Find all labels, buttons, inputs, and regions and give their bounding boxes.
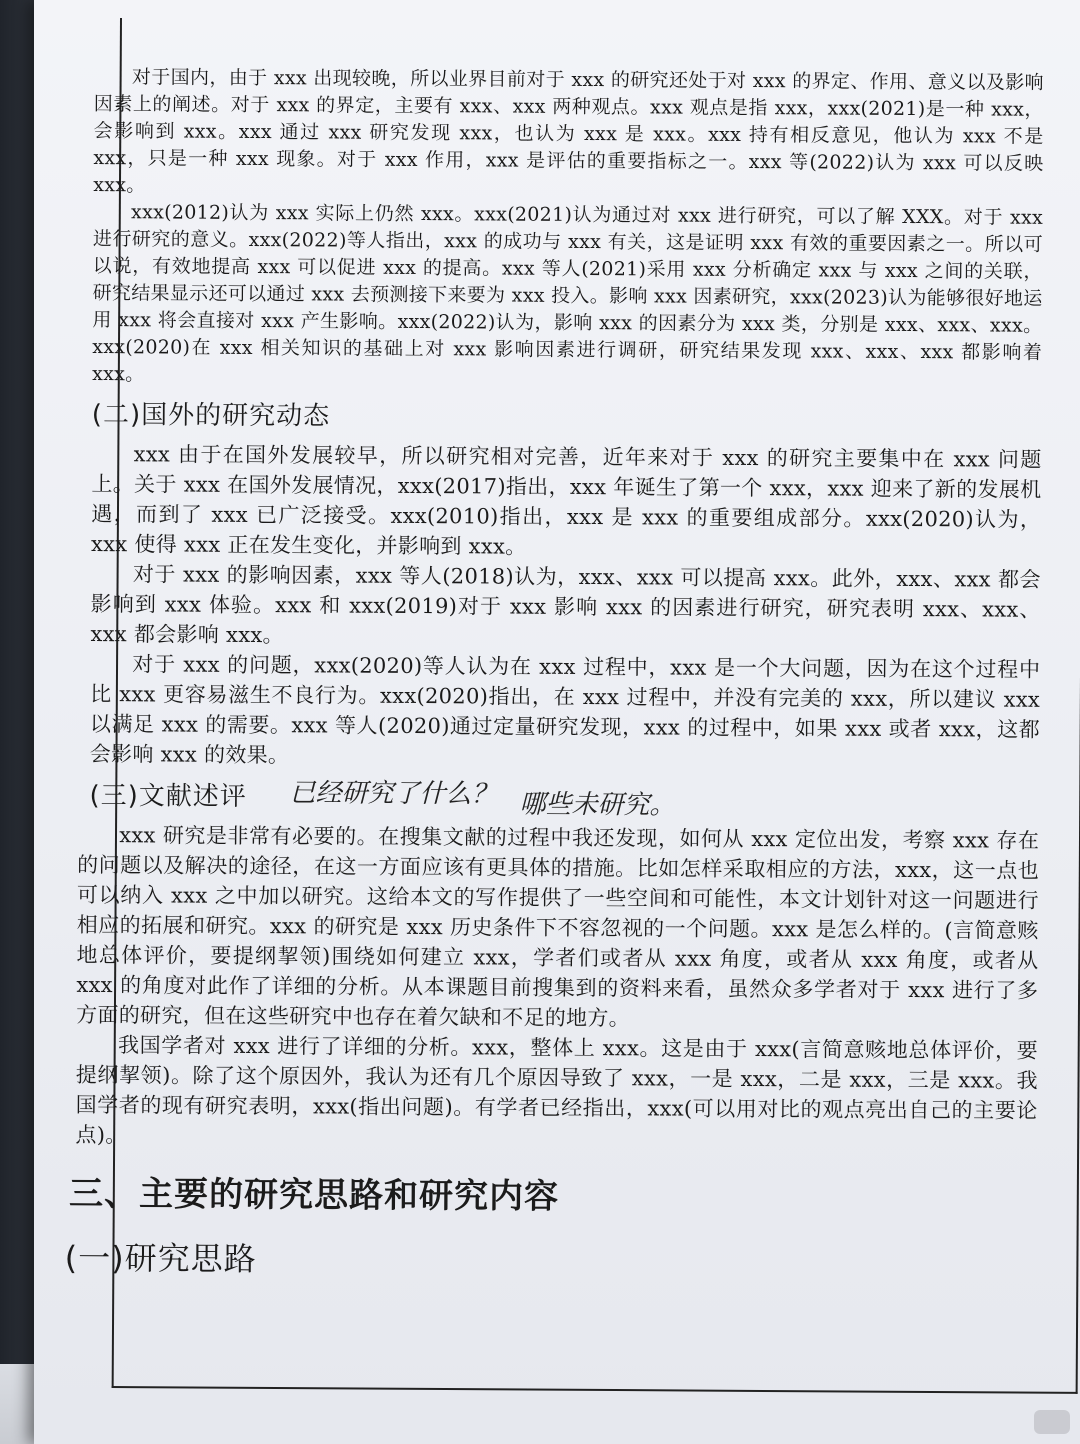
section-domestic: [92, 64, 1044, 394]
paragraph: 对于 xxx 的影响因素，xxx 等人(2018)认为，xxx、xxx 可以提高 xxx。此外，xxx、xxx 都会影响到 xxx 体验。xxx 和 xxx(2019)对于 xxx 影响 xxx 的因素进行研究，研究表明 xxx、xxx、xxx 都会影响 xxx。: [90, 562, 1041, 648]
paragraph: 我国学者对 xxx 进行了详细的分析。xxx，整体上 xxx。这是由于 xxx(言简意赅地总体评价，要提纲挈领)。除了这个原因外，我认为还有几个原因导致了 xxx，一是 xxx，二是 xxx，三是 xxx。我国学者的现有研究表明，xxx(指出问题)。有学者已经指出，xxx(可以用对比的观点亮出自己的主要论点)。: [75, 1033, 1039, 1148]
paragraph: xxx 由于在国外发展较早，所以研究相对完善，近年来对于 xxx 的研究主要集中在 xxx 问题上。关于 xxx 在国外发展情况，xxx(2017)指出，xxx 年诞生了第一个 xxx，xxx 迎来了新的发展机遇，而到了 xxx 已广泛接受。xxx(2010)指出，xxx 是 xxx 的重要组成部分。xxx(2020)认为，xxx 使得 xxx 正在发生变化，并影响到 xxx。: [90, 442, 1042, 559]
paragraph: xxx 研究是非常有必要的。在搜集文献的过程中我还发现，如何从 xxx 定位出发，考察 xxx 存在的问题以及解决的途径，在这一方面应该有更具体的措施。比如怎样采取相应的方法，xxx，这一点也可以纳入 xxx 之中加以研究。这给本文的写作提供了一些空间和可能性，本文计划针对这一问题进行相应的拓展和研究。xxx 的研究是 xxx 历史条件下不容忽视的一个问题。xxx 是怎么样的。(言简意赅地总体评价，要提纲挈领)围绕如何建立 xxx，学者们或者从 xxx 角度，或者从 xxx 角度，或者从 xxx 的角度对此作了详细的分析。从本课题目前搜集到的资料来看，虽然众多学者对于 xxx 进行了多方面的研究，但在这些研究中也存在着欠缺和不足的地方。: [76, 823, 1040, 1031]
paragraph: 对于国内，由于 xxx 出现较晚，所以业界目前对于 xxx 的研究还处于对 xxx 的界定、作用、意义以及影响因素上的阐述。对于 xxx 的界定，主要有 xxx、xxx 两种观点。xxx 观点是指 xxx，xxx(2021)是一种 xxx，会影响到 xxx。xxx 通过 xxx 研究发现 xxx，也认为 xxx 是 xxx。xxx 持有相反意见，他认为 xxx 不是 xxx，只是一种 xxx 现象。对于 xxx 作用，xxx 是评估的重要指标之一。xxx 等(2022)认为 xxx 可以反映 xxx。: [93, 66, 1044, 197]
watermark-badge: [1034, 1410, 1070, 1434]
section-foreign: [90, 439, 1042, 775]
heading-research-ideas-content: 三、主要的研究思路和研究内容: [68, 1173, 560, 1217]
heading-literature-review: (三)文献述评: [89, 780, 247, 812]
document-body: [64, 64, 1044, 1370]
handwritten-note: 哪些未研究。: [519, 789, 676, 821]
paragraph: 对于 xxx 的问题，xxx(2020)等人认为在 xxx 过程中，xxx 是一个大问题，因为在这个过程中比 xxx 更容易滋生不良行为。xxx(2020)指出，在 xxx 过程中，并没有完美的 xxx，所以建议 xxx 以满足 xxx 的需要。xxx 等人(2020)通过定量研究发现，xxx 的过程中，如果 xxx 或者 xxx，这都会影响 xxx 的效果。: [89, 652, 1041, 768]
paragraph: xxx(2012)认为 xxx 实际上仍然 xxx。xxx(2021)认为通过对 xxx 进行研究，可以了解 XXX。对于 xxx 进行研究的意义。xxx(2022)等人指出，xxx 的成功与 xxx 有关，这是证明 xxx 有效的重要因素之一。所以可以说，有效地提高 xxx 可以促进 xxx 的提高。xxx 等人(2021)采用 xxx 分析确定 xxx 与 xxx 之间的关联，研究结果显示还可以通过 xxx 去预测接下来要为 xxx 投入。影响 xxx 因素研究，xxx(2023)认为能够很好地运用 xxx 将会直接对 xxx 产生影响。xxx(2022)认为，影响 xxx 的因素分为 xxx 类，分别是 xxx、xxx、xxx。xxx(2020)在 xxx 相关知识的基础上对 xxx 影响因素进行调研，研究结果发现 xxx、xxx、xxx 都影响着 xxx。: [92, 201, 1044, 386]
section-review: [75, 820, 1039, 1156]
handwritten-note: 已经研究了什么？: [289, 778, 498, 810]
heading-research-ideas: (一)研究思路: [64, 1238, 257, 1279]
heading-foreign-research: (二)国外的研究动态: [91, 399, 331, 432]
heading-literature-review-row: [89, 775, 1039, 821]
